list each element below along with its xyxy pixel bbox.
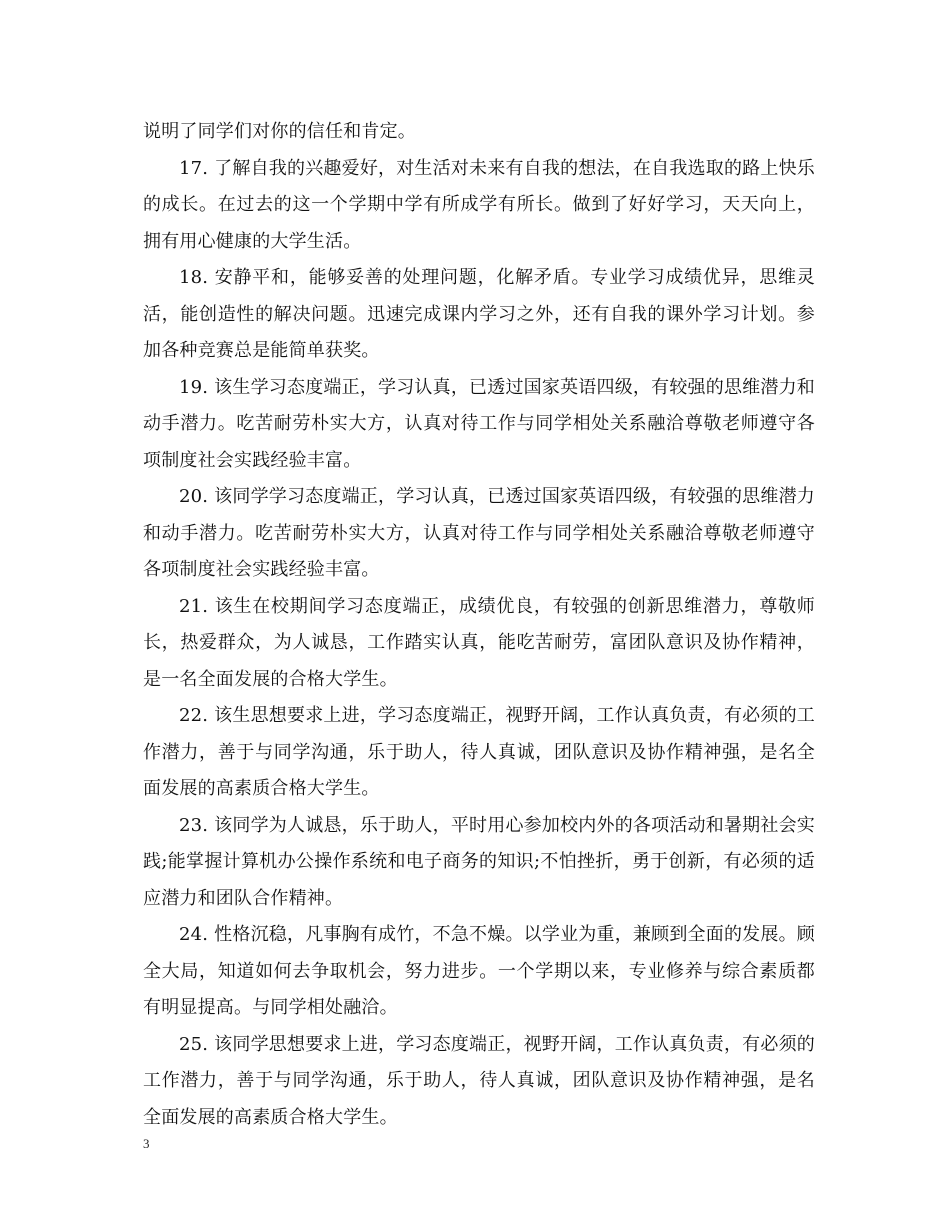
page-number: 3 (143, 1136, 150, 1151)
paragraph-17: 17. 了解自我的兴趣爱好，对生活对未来有自我的想法，在自我选取的路上快乐的成长。在过去的这一个学期中学有所成学有所长。做到了好好学习，天天向上，拥有用心健康的大学生活。 (143, 157, 815, 252)
paragraph-24: 24. 性格沉稳，凡事胸有成竹，不急不燥。以学业为重，兼顾到全面的发展。顾全大局，知道如何去争取机会，努力进步。一个学期以来，专业修养与综合素质都有明显提高。与同学相处融洽。 (143, 924, 815, 1018)
paragraph-21: 21. 该生在校期间学习态度端正，成绩优良，有较强的创新思维潜力，尊敬师长，热爱群众，为人诚恳，工作踏实认真，能吃苦耐劳，富团队意识及协作精神，是一名全面发展的合格大学生。 (143, 595, 815, 690)
paragraph-20: 20. 该同学学习态度端正，学习认真，已透过国家英语四级，有较强的思维潜力和动手潜力。吃苦耐劳朴实大方，认真对待工作与同学相处关系融洽尊敬老师遵守各项制度社会实践经验丰富。 (143, 486, 815, 580)
paragraph-23: 23. 该同学为人诚恳，乐于助人，平时用心参加校内外的各项活动和暑期社会实践;能掌握计算机办公操作系统和电子商务的知识;不怕挫折，勇于创新，有必须的适应潜力和团队合作精神。 (143, 814, 815, 909)
document-body (143, 114, 815, 1136)
paragraph-continuation: 说明了同学们对你的信任和肯定。 (143, 121, 416, 142)
paragraph-25: 25. 该同学思想要求上进，学习态度端正，视野开阔，工作认真负责，有必须的工作潜力，善于与同学沟通，乐于助人，待人真诚，团队意识及协作精神强，是名全面发展的高素质合格大学生。 (143, 1033, 815, 1128)
paragraph-18: 18. 安静平和，能够妥善的处理问题，化解矛盾。专业学习成绩优异，思维灵活，能创造性的解决问题。迅速完成课内学习之外，还有自我的课外学习计划。参加各种竞赛总是能简单获奖。 (143, 267, 815, 361)
paragraph-22: 22. 该生思想要求上进，学习态度端正，视野开阔，工作认真负责，有必须的工作潜力，善于与同学沟通，乐于助人，待人真诚，团队意识及协作精神强，是名全面发展的高素质合格大学生。 (143, 705, 815, 799)
paragraph-19: 19. 该生学习态度端正，学习认真，已透过国家英语四级，有较强的思维潜力和动手潜力。吃苦耐劳朴实大方，认真对待工作与同学相处关系融洽尊敬老师遵守各项制度社会实践经验丰富。 (143, 376, 815, 471)
